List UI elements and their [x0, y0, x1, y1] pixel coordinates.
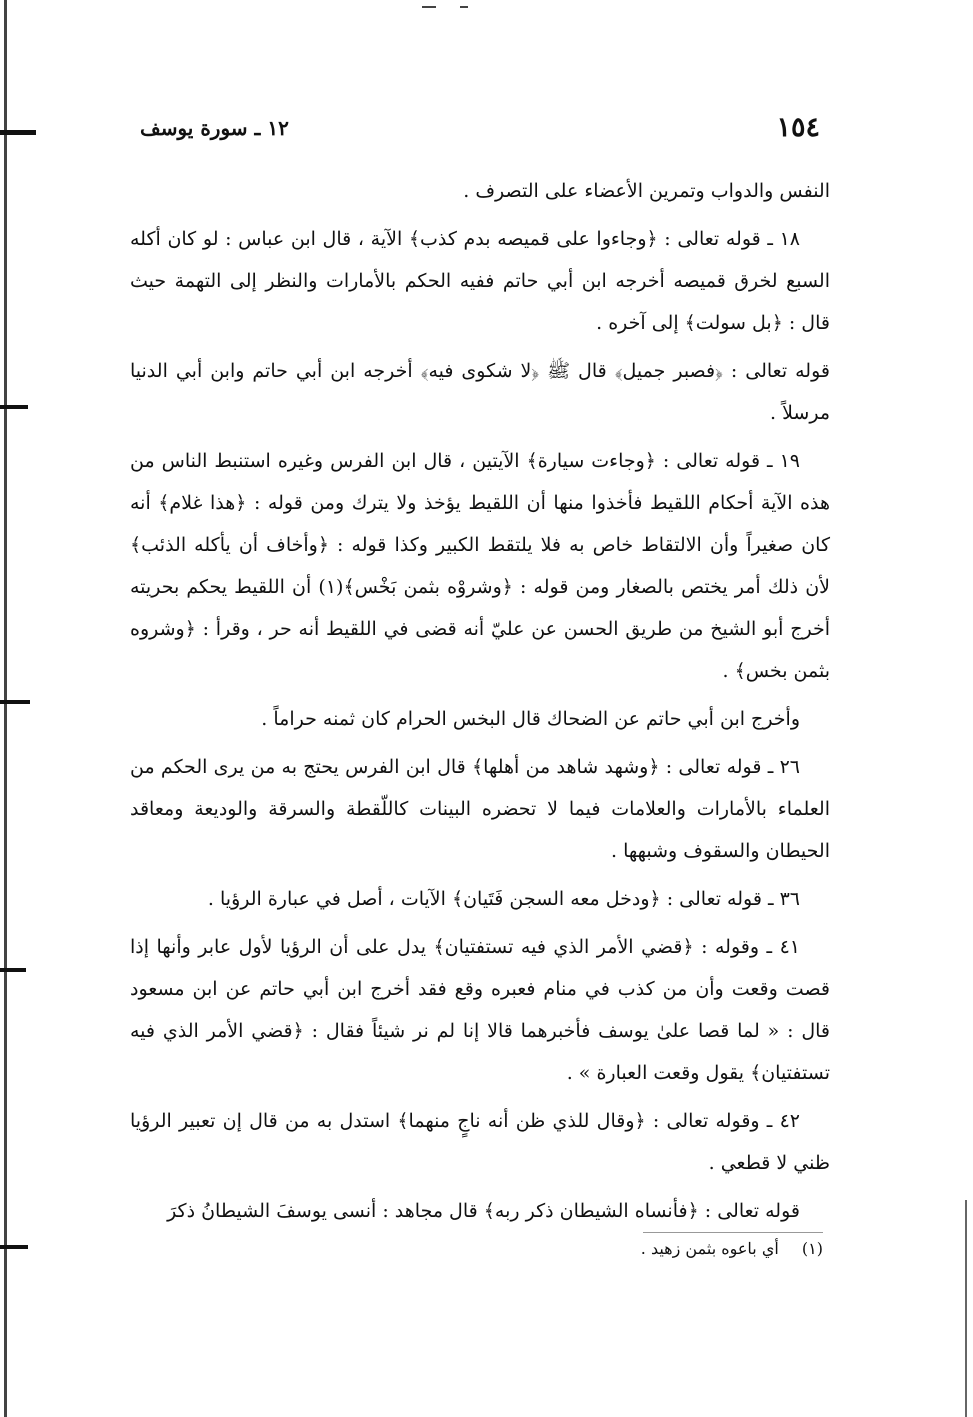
footnote-rule: [643, 1232, 823, 1233]
page-number: ١٥٤: [776, 112, 820, 143]
page-header: [140, 112, 820, 152]
scan-edge-line: [4, 0, 7, 1417]
paragraph: قوله تعالى : ﴿فأنساه الشيطان ذكر ربه﴾ قال مجاهد : أنسى يوسفَ الشيطانُ ذكرَ: [167, 1200, 800, 1222]
scan-top-mark: [422, 6, 436, 8]
paragraph: ١٨ ـ قوله تعالى : ﴿وجاءوا على قميصه بدم كذب﴾ الآية ، قال ابن عباس : لو كان أكله السبع لخرق قميصه أخرجه ابن أبي حاتم ففيه الحكم بالأمارات والنظر إلى التهمة حيث قال : ﴿بل سولت﴾ إلى آخره .: [130, 228, 830, 334]
paragraph: النفس والدواب وتمرين الأعضاء على التصرف .: [463, 180, 830, 202]
scan-edge-mark: [0, 700, 30, 704]
paragraph: ١٩ ـ قوله تعالى : ﴿وجاءت سيارة﴾ الآيتين ، قال ابن الفرس وغيره استنبط الناس من هذه الآية أحكام اللقيط فأخذوا منها أن اللقيط يؤخذ ولا يترك ومن قوله : ﴿هذا غلام﴾ أنه كان صغيراً وأن الالتقاط خاص به فلا يلتقط الكبير وكذا قوله : ﴿وأخاف أن يأكله الذئب﴾ لأن ذلك أمر يختص بالصغار ومن قوله : ﴿وشروْه بثمن بَخْس﴾(١) أن اللقيط يحكم بحريته أخرج أبو الشيخ من طريق الحسن عن عليّ أنه قضى في اللقيط أنه حر ، وقرأ : ﴿وشروه بثمن بخس﴾ .: [130, 450, 830, 682]
paragraph: قوله تعالى : ﴿فصبر جميل﴾ قال ﷺ ﴿لا شكوى فيه﴾ أخرجه ابن أبي حاتم وابن أبي الدنيا مرسلاً .: [130, 360, 830, 424]
footnote-text: أي باعوه بثمن زهيد .: [640, 1239, 779, 1258]
scan-top-mark: [460, 6, 468, 8]
scan-edge-mark: [0, 405, 28, 409]
running-title: ١٢ ـ سورة يوسف: [140, 116, 289, 140]
paragraph: ٤٢ ـ وقوله تعالى : ﴿وقال للذي ظن أنه ناجٍ منهما﴾ استدل به من قال إن تعبير الرؤيا ظني لا قطعي .: [130, 1110, 830, 1174]
paragraph: وأخرج ابن أبي حاتم عن الضحاك قال البخس الحرام كان ثمنه حراماً .: [261, 708, 800, 730]
body-text: [130, 170, 830, 1238]
scan-edge-mark: [0, 968, 26, 972]
scan-right-edge: [965, 1200, 967, 1417]
scan-edge-mark: [0, 130, 36, 135]
paragraph: ٣٦ ـ قوله تعالى : ﴿ودخل معه السجن فَتَيان﴾ الآيات ، أصل في عبارة الرؤيا .: [207, 888, 800, 910]
scan-edge-mark: [0, 1245, 28, 1249]
footnote: [323, 1235, 823, 1263]
paragraph: ٢٦ ـ قوله تعالى : ﴿وشهد شاهد من أهلها﴾ قال ابن الفرس يحتج به من يرى الحكم من العلماء بالأمارات والعلامات فيما لا تحضره البينات كاللّقطة والسرقة والوديعة ومعاقد الحيطان والسقوف وشبهها .: [130, 756, 830, 862]
footnote-marker: (١): [801, 1239, 823, 1258]
paragraph: ٤١ ـ وقوله : ﴿قضي الأمر الذي فيه تستفتيان﴾ يدل على أن الرؤيا لأول عابر وأنها إذا قصت وقعت وأن من كذب في منام فعبره وقع فقد أخرج ابن أبي حاتم عن ابن مسعود قال : « لما قصا علىٰ يوسف فأخبرهما قالا إنا لم نر شيئاً فقال : ﴿قضي الأمر الذي فيه تستفتيان﴾ يقول وقعت العبارة » .: [130, 936, 830, 1084]
